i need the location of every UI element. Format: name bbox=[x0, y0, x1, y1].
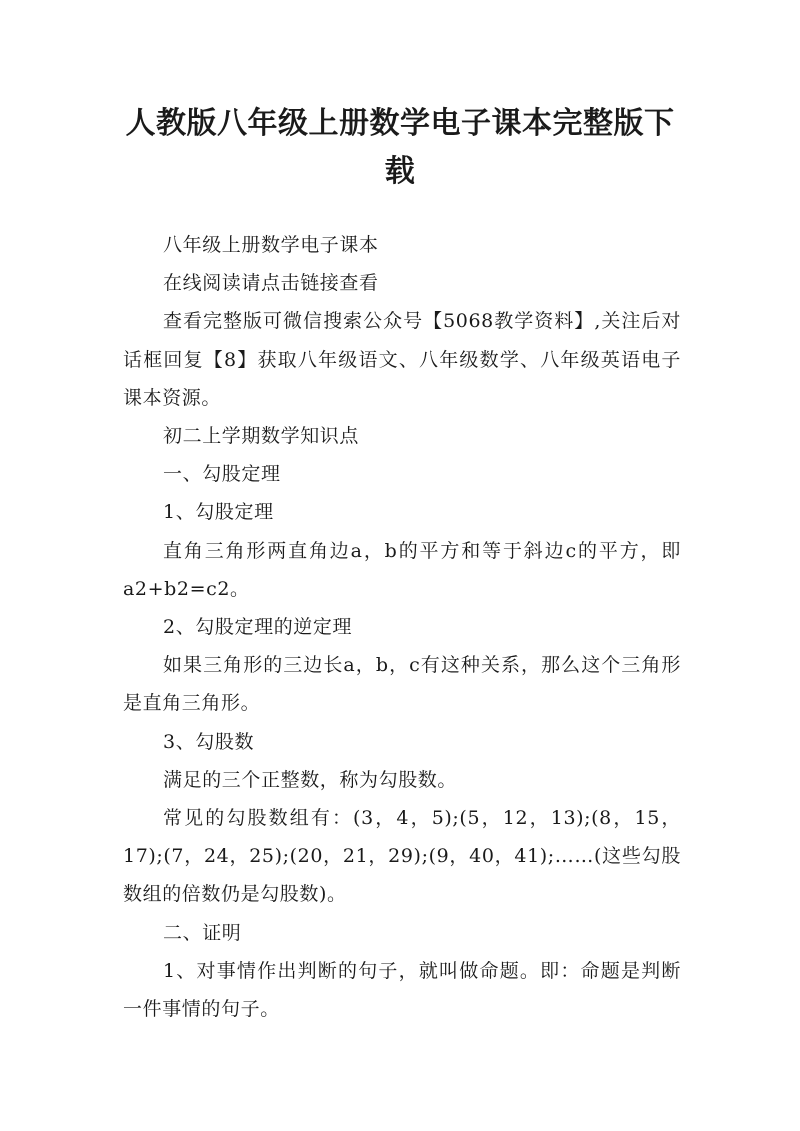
document-title: 人教版八年级上册数学电子课本完整版下载 bbox=[125, 106, 675, 189]
paragraph: 如果三角形的三边长a，b，c有这种关系，那么这个三角形是直角三角形。 bbox=[123, 654, 681, 715]
paragraph: 直角三角形两直角边a，b的平方和等于斜边c的平方，即a2+b2=c2。 bbox=[123, 539, 681, 600]
subsection-heading: 2、勾股定理的逆定理 bbox=[163, 616, 353, 639]
subsection-heading: 1、勾股定理 bbox=[163, 501, 274, 524]
paragraph: 八年级上册数学电子课本 bbox=[163, 234, 379, 256]
paragraph: 常见的勾股数组有：(3，4，5);(5，12，13);(8，15，17);(7，24，25);(20，21，29);(9，40，41);……(这些勾股数组的倍数仍是勾股数)。 bbox=[123, 807, 681, 906]
document-body bbox=[123, 226, 681, 1028]
section-heading: 二、证明 bbox=[163, 921, 242, 944]
paragraph: 1、对事情作出判断的句子，就叫做命题。即：命题是判断一件事情的句子。 bbox=[123, 959, 681, 1021]
paragraph: 初二上学期数学知识点 bbox=[163, 425, 360, 448]
section-heading: 一、勾股定理 bbox=[163, 463, 281, 486]
paragraph: 在线阅读请点击链接查看 bbox=[163, 272, 379, 295]
paragraph: 查看完整版可微信搜索公众号【5068教学资料】,关注后对话框回复【8】获取八年级语文、八年级数学、八年级英语电子课本资源。 bbox=[123, 310, 681, 409]
paragraph: 满足的三个正整数，称为勾股数。 bbox=[163, 768, 458, 791]
subsection-heading: 3、勾股数 bbox=[163, 730, 255, 753]
